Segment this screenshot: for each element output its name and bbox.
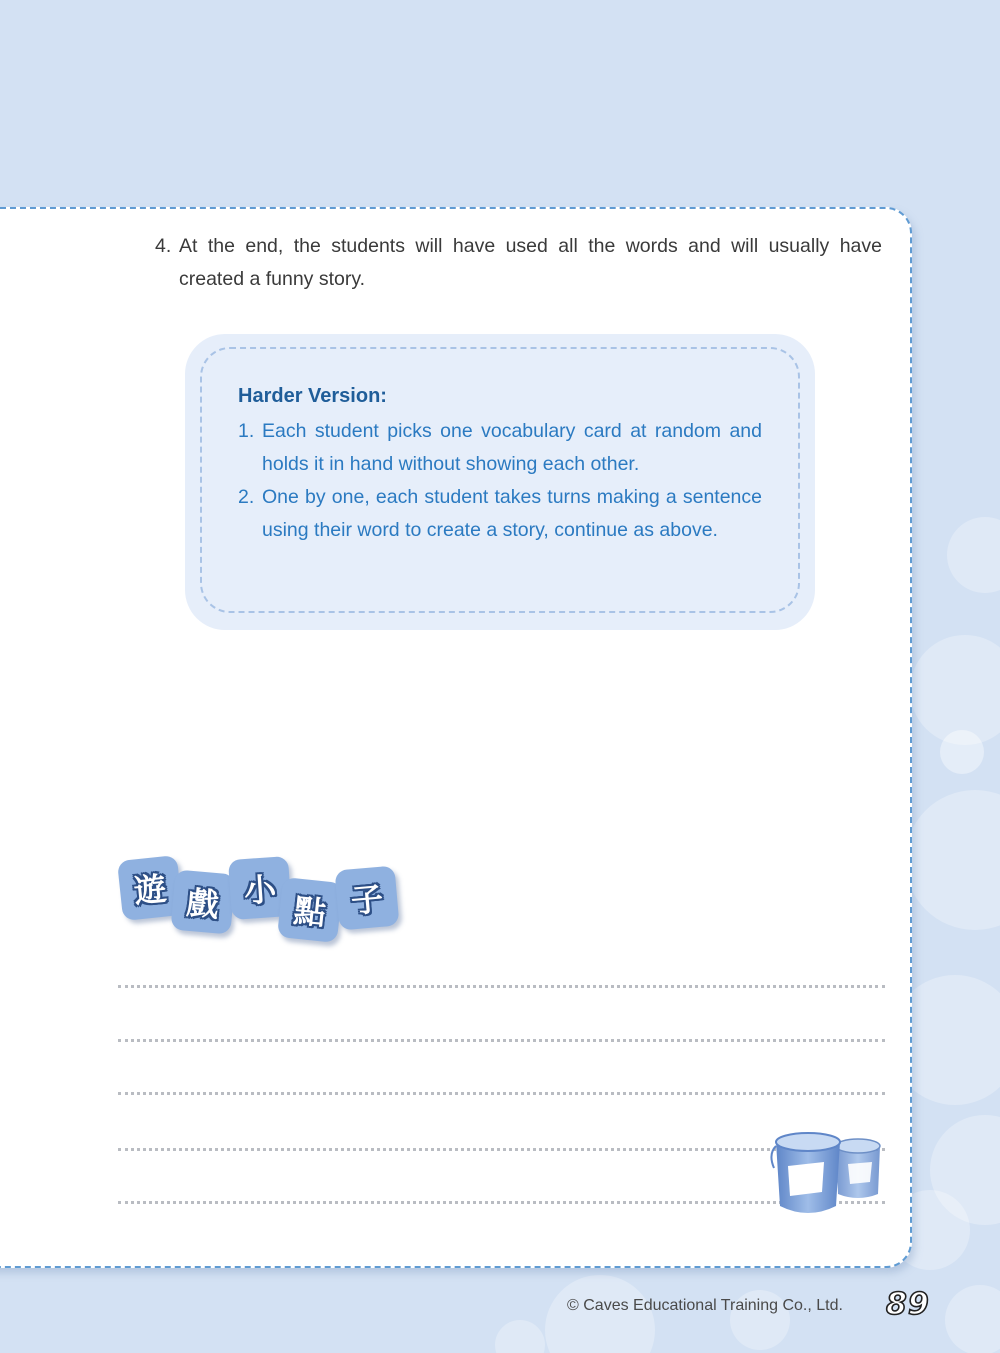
note-line	[118, 1092, 885, 1095]
paint-buckets-icon	[770, 1128, 890, 1223]
game-tips-heading	[115, 850, 415, 950]
note-line	[118, 1039, 885, 1042]
list-item	[238, 481, 762, 547]
game-tip-tile: 戲	[170, 869, 235, 934]
item-number: 1.	[238, 420, 255, 442]
game-tip-tile: 子	[334, 865, 399, 930]
copyright-footer: © Caves Educational Training Co., Ltd.	[567, 1297, 843, 1314]
note-line	[118, 985, 885, 988]
item-text: Each student picks one vocabulary card at random and holds it in hand without showing each other.	[262, 420, 762, 475]
game-tip-tile: 小	[228, 856, 292, 920]
item-text: One by one, each student takes turns making a sentence using their word to create a story, continue as above.	[262, 486, 762, 541]
game-tip-tile: 點	[277, 877, 343, 943]
step-4	[155, 230, 882, 296]
step-text: At the end, the students will have used all the words and will usually have created a funny story.	[179, 235, 882, 290]
harder-version-title: Harder Version:	[238, 385, 387, 407]
game-tip-tile: 遊	[117, 855, 183, 921]
page-number: 89	[886, 1287, 930, 1322]
item-number: 2.	[238, 486, 255, 508]
harder-version-list	[238, 415, 762, 547]
list-item	[238, 415, 762, 481]
step-number: 4.	[155, 235, 172, 257]
